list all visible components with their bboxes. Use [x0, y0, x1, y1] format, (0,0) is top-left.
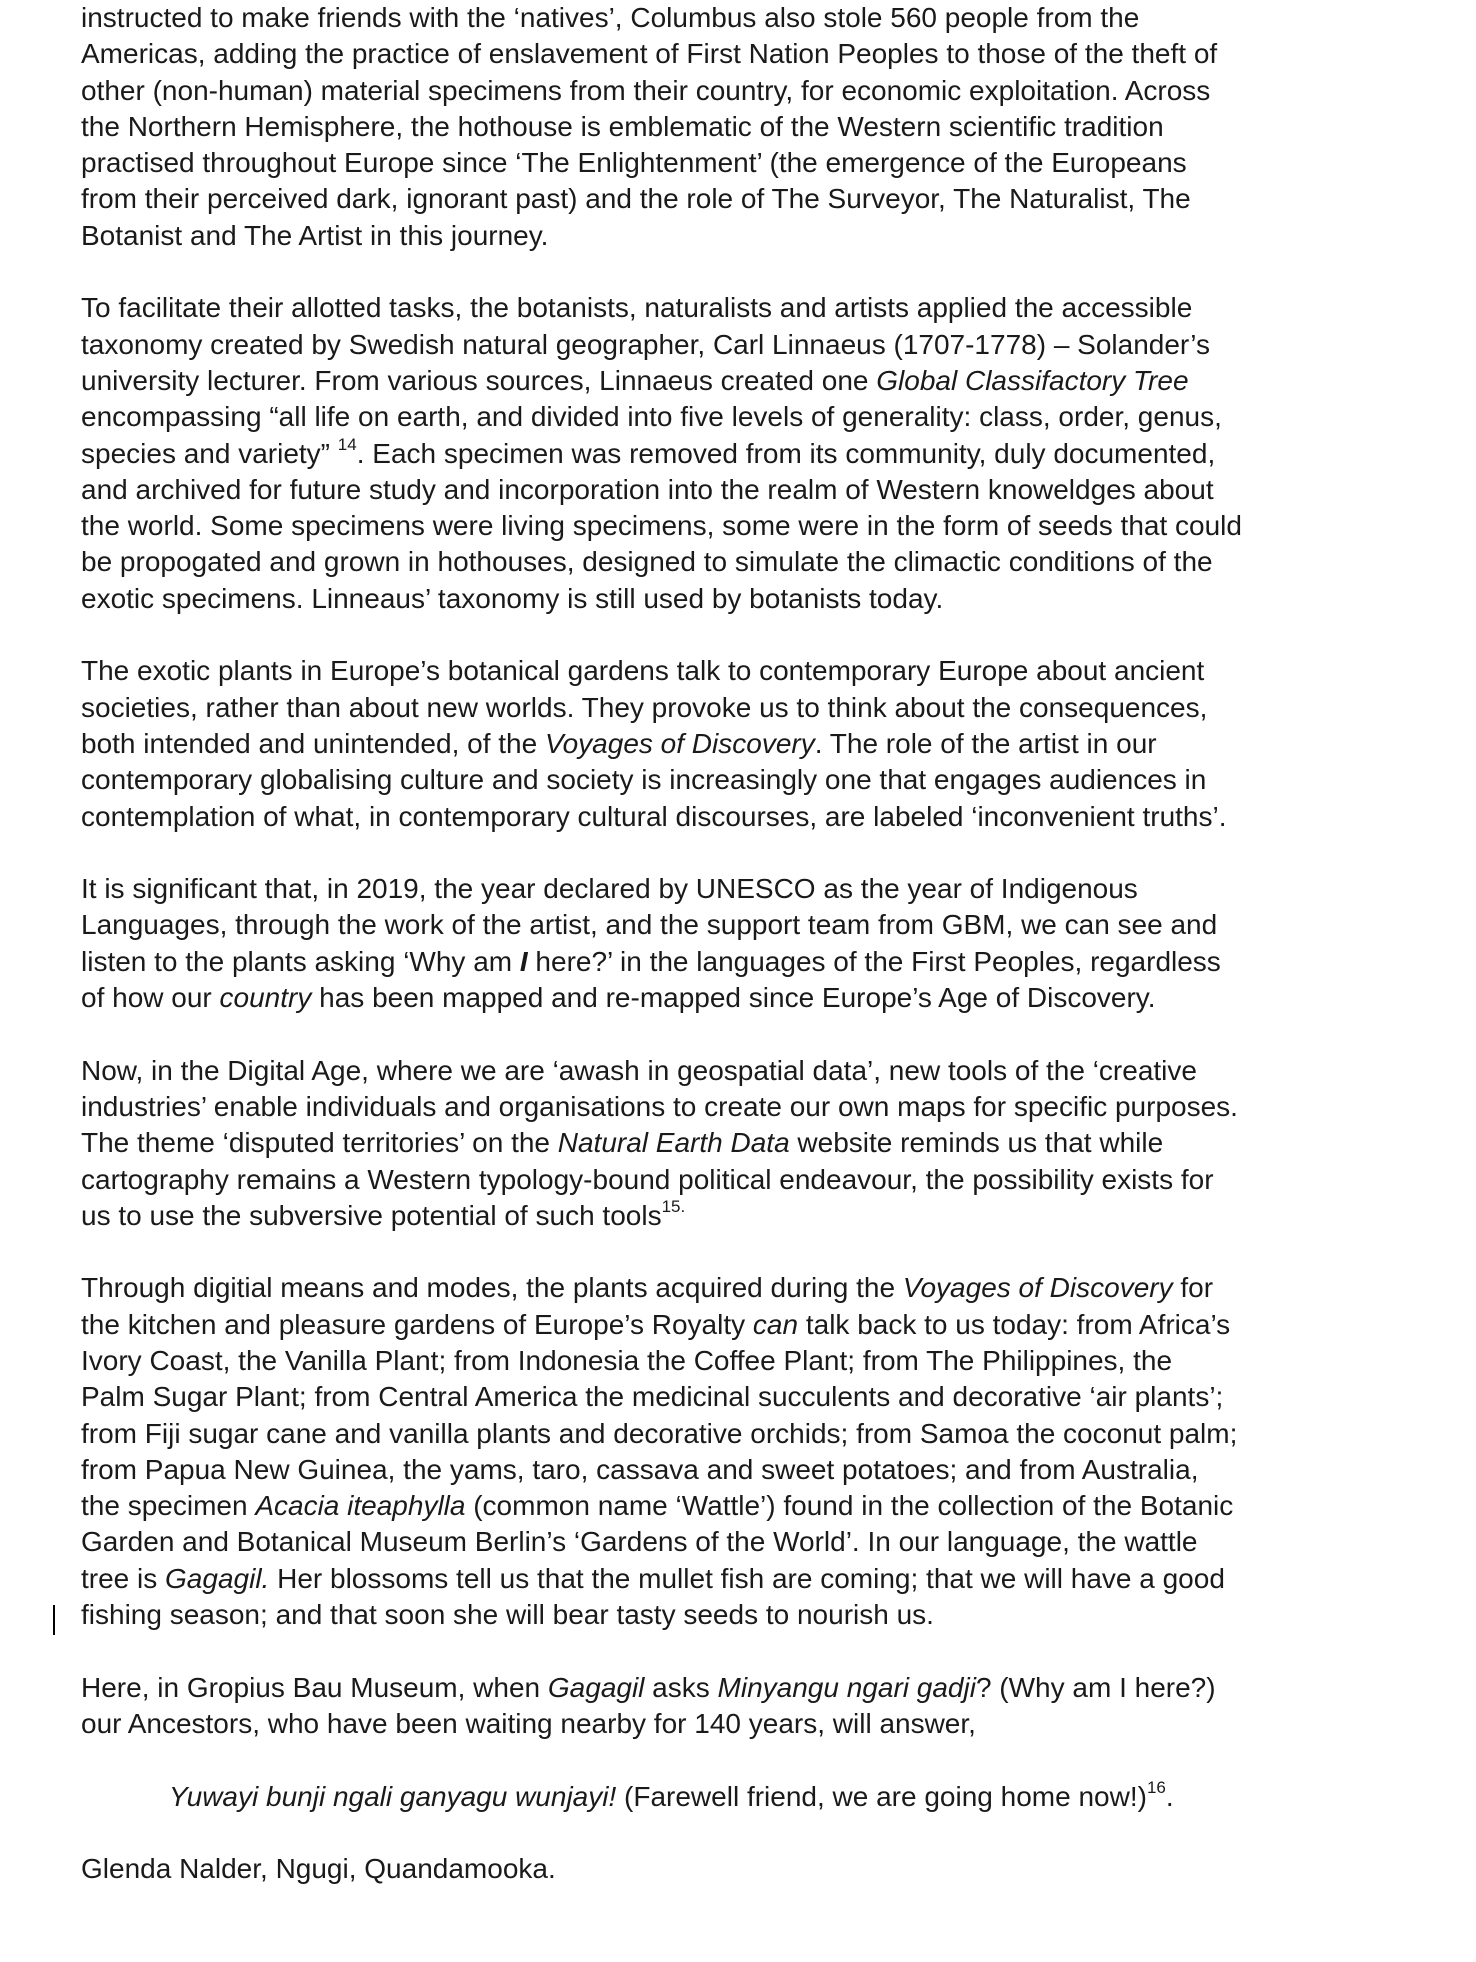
text-run: has been mapped and re-mapped since Europe’s Age of Discovery.	[311, 982, 1156, 1014]
text-line: the world. Some specimens were living specimens, some were in the form of seeds that could	[81, 510, 1242, 542]
text-run: listen to the plants asking ‘Why am	[81, 945, 520, 977]
text-line	[81, 1125, 1441, 1161]
text-line: from Fiji sugar cane and vanilla plants and decorative orchids; from Samoa the coconut palm;	[81, 1417, 1238, 1449]
paragraph-botanical-gardens	[81, 653, 1441, 834]
text-line: It is significant that, in 2019, the year declared by UNESCO as the year of Indigenous	[81, 873, 1138, 905]
text-run: the specimen	[81, 1490, 256, 1522]
text-line: The exotic plants in Europe’s botanical gardens talk to contemporary Europe about ancient	[81, 655, 1205, 687]
signature	[81, 1851, 1441, 1887]
text-run: the kitchen and pleasure gardens of Europe’s Royalty	[81, 1308, 753, 1340]
text-run: .	[1165, 1780, 1174, 1812]
paragraph-unesco	[81, 871, 1441, 1016]
revision-change-bar	[53, 1605, 55, 1635]
paragraph-gropius-bau	[81, 1670, 1441, 1743]
text-line	[81, 1670, 1441, 1706]
text-run: university lecturer. From various sources, Linnaeus created one	[81, 364, 877, 396]
text-line	[81, 726, 1441, 762]
footnote-ref-16: 16	[1146, 1778, 1166, 1798]
footnote-ref-14: 14	[337, 435, 357, 455]
text-line: exotic specimens. Linneaus’ taxonomy is still used by botanists today.	[81, 582, 944, 614]
italic-term: Voyages of Discovery	[902, 1272, 1173, 1304]
text-line: industries’ enable individuals and organisations to create our own maps for specific purposes.	[81, 1090, 1238, 1122]
text-run: . Each specimen was removed from its community, duly documented,	[356, 437, 1216, 469]
document-page	[81, 0, 1441, 1887]
text-line: Garden and Botanical Museum Berlin’s ‘Gardens of the World’. In our language, the wattle	[81, 1526, 1198, 1558]
italic-term: Gagagil	[547, 1671, 645, 1703]
paragraph-linnaeus	[81, 290, 1441, 617]
text-line	[81, 363, 1441, 399]
text-line: Ivory Coast, the Vanilla Plant; from Indonesia the Coffee Plant; from The Philippines, the	[81, 1344, 1173, 1376]
italic-term: Voyages of Discovery	[544, 727, 815, 759]
text-line	[81, 1561, 1441, 1597]
text-line: Americas, adding the practice of enslavement of First Nation Peoples to those of the theft of	[81, 38, 1218, 70]
text-line: contemporary globalising culture and society is increasingly one that engages audiences in	[81, 764, 1207, 796]
text-line: other (non-human) material specimens from their country, for economic exploitation. Across	[81, 74, 1211, 106]
text-run: us to use the subversive potential of such tools	[81, 1199, 662, 1231]
text-line: Languages, through the work of the artist, and the support team from GBM, we can see and	[81, 909, 1218, 941]
indented-quote	[81, 1779, 1441, 1815]
italic-term: Global Classifactory Tree	[876, 364, 1189, 396]
text-line: Now, in the Digital Age, where we are ‘awash in geospatial data’, new tools of the ‘creative	[81, 1054, 1197, 1086]
text-run: (Farewell friend, we are going home now!)	[616, 1780, 1147, 1812]
text-run: Through digitial means and modes, the plants acquired during the	[81, 1272, 903, 1304]
text-run: of how our	[81, 982, 220, 1014]
italic-term: Minyangu ngari gadji	[717, 1671, 976, 1703]
text-line: societies, rather than about new worlds. They provoke us to think about the consequences,	[81, 691, 1208, 723]
text-line: contemplation of what, in contemporary cultural discourses, are labeled ‘inconvenient truths’.	[81, 800, 1227, 832]
text-run: for	[1172, 1272, 1214, 1304]
text-run: website reminds us that while	[789, 1127, 1164, 1159]
bold-italic-term: I	[519, 945, 528, 977]
text-line: be propogated and grown in hothouses, designed to simulate the climactic conditions of the	[81, 546, 1213, 578]
text-line: cartography remains a Western typology-bound political endeavour, the possibility exists for	[81, 1163, 1214, 1195]
text-run: species and variety”	[81, 437, 338, 469]
text-run: . The role of the artist in our	[814, 727, 1157, 759]
italic-term: Natural Earth Data	[557, 1127, 790, 1159]
text-line	[81, 980, 1441, 1016]
italic-quote: Yuwayi bunji ngali ganyagu wunjayi!	[169, 1780, 617, 1812]
text-line: our Ancestors, who have been waiting nearby for 140 years, will answer,	[81, 1707, 976, 1739]
text-line: the Northern Hemisphere, the hothouse is emblematic of the Western scientific tradition	[81, 110, 1164, 142]
text-run: (common name ‘Wattle’) found in the collection of the Botanic	[465, 1490, 1234, 1522]
text-line	[81, 1307, 1441, 1343]
signature-line: Glenda Nalder, Ngugi, Quandamooka.	[81, 1853, 556, 1885]
text-line: taxonomy created by Swedish natural geographer, Carl Linnaeus (1707-1778) – Solander’s	[81, 328, 1211, 360]
text-run: tree is	[81, 1562, 166, 1594]
italic-term: country	[219, 982, 312, 1014]
text-run: ? (Why am I here?)	[975, 1671, 1216, 1703]
footnote-ref-15: 15.	[661, 1197, 686, 1217]
text-line: from Papua New Guinea, the yams, taro, cassava and sweet potatoes; and from Australia,	[81, 1453, 1199, 1485]
text-run: asks	[644, 1671, 718, 1703]
text-line	[81, 1270, 1441, 1306]
text-line: and archived for future study and incorporation into the realm of Western knoweldges about	[81, 473, 1214, 505]
paragraph-columbus	[81, 0, 1441, 254]
paragraph-plants-talk-back	[81, 1270, 1441, 1633]
text-line: instructed to make friends with the ‘natives’, Columbus also stole 560 people from the	[81, 2, 1140, 33]
text-run: Here, in Gropius Bau Museum, when	[81, 1671, 548, 1703]
text-run: both intended and unintended, of the	[81, 727, 545, 759]
text-line	[81, 944, 1441, 980]
text-line	[169, 1779, 1441, 1815]
text-line: To facilitate their allotted tasks, the botanists, naturalists and artists applied the accessible	[81, 292, 1193, 324]
italic-term: Acacia iteaphylla	[255, 1490, 466, 1522]
text-line	[81, 1488, 1441, 1524]
text-line: practised throughout Europe since ‘The Enlightenment’ (the emergence of the Europeans	[81, 147, 1187, 179]
text-run: The theme ‘disputed territories’ on the	[81, 1127, 558, 1159]
text-line	[81, 1198, 1441, 1234]
text-line: encompassing “all life on earth, and divided into five levels of generality: class, order, genus,	[81, 401, 1222, 433]
text-line: from their perceived dark, ignorant past) and the role of The Surveyor, The Naturalist, The	[81, 183, 1191, 215]
text-run: Her blossoms tell us that the mullet fish are coming; that we will have a good	[269, 1562, 1225, 1594]
italic-term: can	[752, 1308, 799, 1340]
text-line: Botanist and The Artist in this journey.	[81, 219, 549, 251]
text-line: fishing season; and that soon she will bear tasty seeds to nourish us.	[81, 1599, 934, 1631]
text-run: talk back to us today: from Africa’s	[798, 1308, 1231, 1340]
text-run: here?’ in the languages of the First Peoples, regardless	[527, 945, 1221, 977]
text-line	[81, 436, 1441, 472]
text-line: Palm Sugar Plant; from Central America the medicinal succulents and decorative ‘air plants’;	[81, 1381, 1224, 1413]
paragraph-digital-age	[81, 1053, 1441, 1234]
italic-term: Gagagil.	[165, 1562, 270, 1594]
